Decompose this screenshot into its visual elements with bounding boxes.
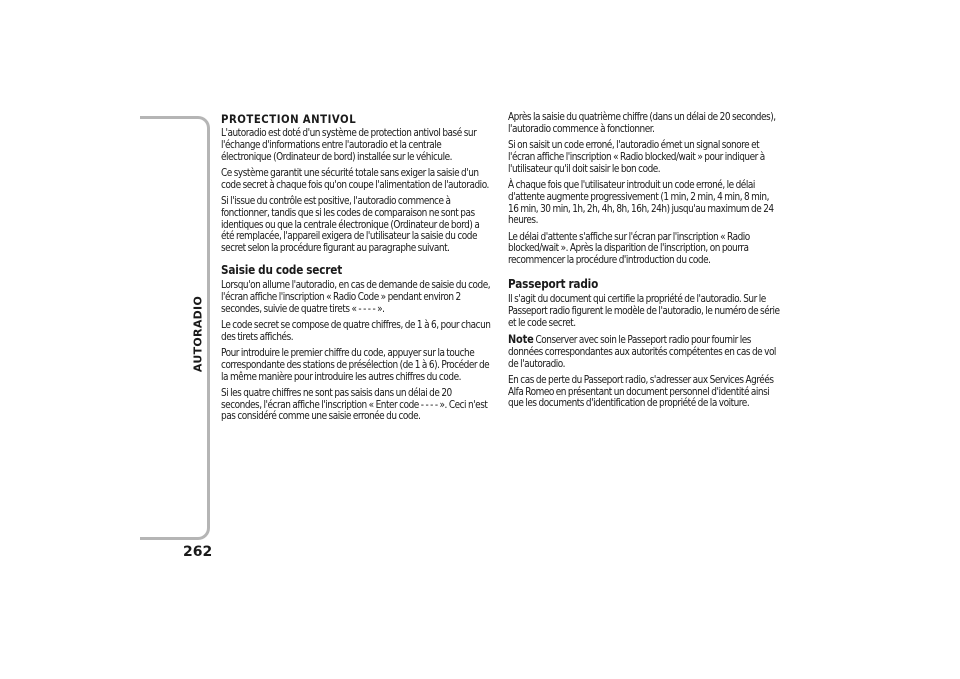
chapter-side-label xyxy=(190,296,206,372)
intro-paragraph-3: Si l'issue du contrôle est positive, l'autoradio commence à fonctionner, tandis que si les codes de comparaison ne sont pas identiques ou que la centrale électronique (Ordinateur de bord) a été remplacée, l'appareil exigera de l'utilisateur la saisie du code secret selon la procédure figurant au paragraphe suivant. xyxy=(221,194,480,255)
right-paragraph-1: Après la saisie du quatrième chiffre (dans un délai de 20 secondes), l'autoradio commence à fonctionner. xyxy=(508,111,776,135)
left-text-column xyxy=(221,112,493,428)
section-title: PROTECTION ANTIVOL xyxy=(221,112,357,126)
subheading-passeport-radio: Passeport radio xyxy=(508,277,599,292)
code-paragraph-3: Pour introduire le premier chiffre du code, appuyer sur la touche correspondante des stations de présélection (de 1 à 6). Procéder de la même manière pour introduire les autres chiffres du code. xyxy=(221,346,490,383)
right-paragraph-2: Si on saisit un code erroné, l'autoradio émet un signal sonore et l'écran affiche l'inscription « Radio blocked/wait » pour indiquer à l'utilisateur qu'il doit saisir le bon code. xyxy=(508,139,765,175)
note-paragraph xyxy=(508,331,780,370)
right-paragraph-3: À chaque fois que l'utilisateur introduit un code erroné, le délai d'attente augmente progressivement (1 min, 2 min, 4 min, 8 min, 16 min, 30 min, 1h, 2h, 4h, 8h, 16h, 24h) jusqu'au maximum de 24 heures. xyxy=(508,178,774,227)
right-paragraph-4: Le délai d'attente s'affiche sur l'écran par l'inscription « Radio blocked/wait ». Après la disparition de l'inscription, on pourra recommencer la procédure d'introduction du code. xyxy=(508,230,750,267)
code-paragraph-1: Lorsqu'on allume l'autoradio, en cas de demande de saisie du code, l'écran affiche l'inscription « Radio Code » pendant environ 2 secondes, suivie de quatre tirets « - - - - ». xyxy=(221,278,491,315)
note-text: Conserver avec soin le Passeport radio pour fournir les données correspondantes aux autorités compétentes en cas de vol de l'autoradio. xyxy=(508,333,776,370)
subheading-code-secret: Saisie du code secret xyxy=(221,262,343,277)
right-text-column xyxy=(508,112,780,415)
page-number: 262 xyxy=(183,544,213,560)
intro-paragraph-1: L'autoradio est doté d'un système de protection antivol basé sur l'échange d'informations entre l'autoradio et la centrale électronique (Ordinateur de bord) installée sur le véhicule. xyxy=(221,127,477,163)
passport-paragraph: Il s'agit du document qui certifie la propriété de l'autoradio. Sur le Passeport radio figurent le modèle de l'autoradio, le numéro de série et le code secret. xyxy=(508,293,780,329)
code-paragraph-4: Si les quatre chiffres ne sont pas saisis dans un délai de 20 secondes, l'écran affiche l'inscription « Enter code - - - - ». Ceci n'est pas considéré comme une saisie erronée du code. xyxy=(221,386,488,423)
chapter-label-text: AUTORADIO xyxy=(191,295,205,373)
note-label: Note xyxy=(508,331,534,346)
intro-paragraph-2: Ce système garantit une sécurité totale sans exiger la saisie d'un code secret à chaque fois qu'on coupe l'alimentation de l'autoradio. xyxy=(221,166,489,191)
final-paragraph: En cas de perte du Passeport radio, s'adresser aux Services Agréés Alfa Romeo en présentant un document personnel d'identité ainsi que les documents d'identification de propriété de la voiture. xyxy=(508,373,774,410)
code-paragraph-2: Le code secret se compose de quatre chiffres, de 1 à 6, pour chacun des tirets affichés. xyxy=(221,318,491,343)
